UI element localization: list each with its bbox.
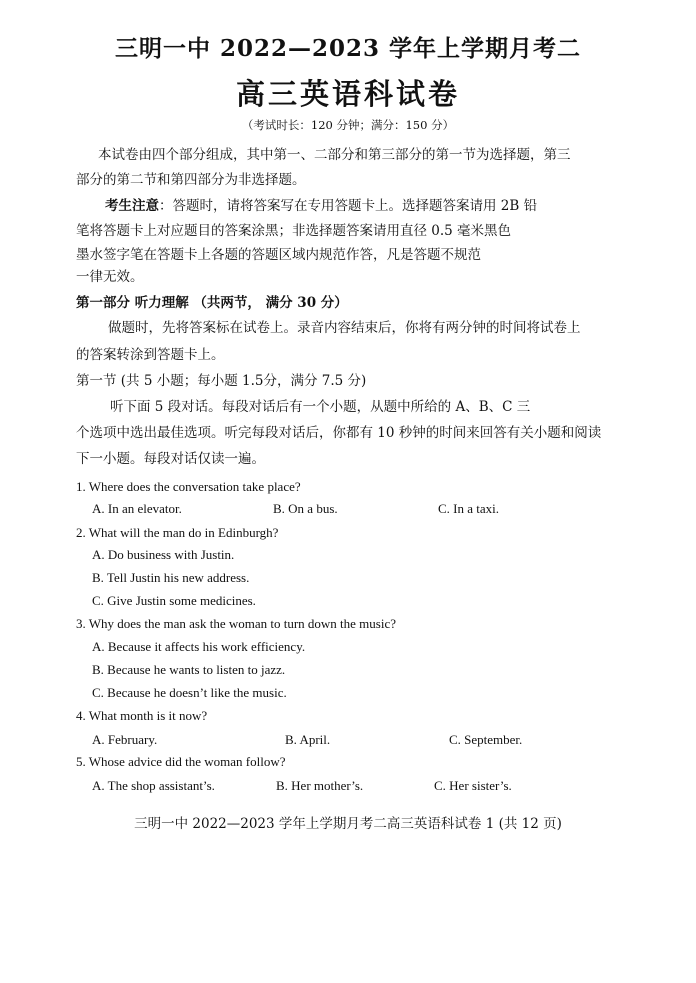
question-5-option-c: C. Her sister’s. [434, 778, 512, 793]
question-3-option-a: A. Because it affects his work efficiency. [92, 639, 306, 654]
question-4-option-c: C. September. [449, 732, 523, 747]
intro-line-2: 部分的第二节和第四部分为非选择题。 [76, 172, 306, 188]
question-2-option-c: C. Give Justin some medicines. [92, 593, 256, 608]
notice-text: ：答题时，请将答案写在专用答题卡上。选择题答案请用 2B 铅 [159, 198, 538, 214]
question-3-stem: 3. Why does the man ask the woman to turn down the music? [76, 616, 397, 631]
question-2-option-a: A. Do business with Justin. [92, 547, 235, 562]
question-5-stem: 5. Whose advice did the woman follow? [76, 754, 286, 769]
notice-line-4: 一律无效。 [76, 269, 144, 285]
question-3-option-c: C. Because he doesn’t like the music. [92, 685, 287, 700]
school-exam-title: 三明一中 2022—2023 学年上学期月考二 [114, 35, 582, 62]
question-2-option-b: B. Tell Justin his new address. [92, 570, 250, 585]
question-4-option-a: A. February. [92, 732, 158, 747]
section1-heading: 第一节 (共 5 小题；每小题 1.5分，满分 7.5 分) [76, 373, 367, 389]
question-4-stem: 4. What month is it now? [76, 708, 208, 723]
question-5-option-a: A. The shop assistant’s. [92, 778, 215, 793]
question-4-option-b: B. April. [285, 732, 331, 747]
question-5-option-b: B. Her mother’s. [276, 778, 364, 793]
exam-subject-title: 高三英语科试卷 [235, 77, 460, 111]
question-3-option-b: B. Because he wants to listen to jazz. [92, 662, 286, 677]
section1-instruction-3: 下一小题。每段对话仅读一遍。 [76, 451, 265, 467]
notice-line-1 [105, 197, 537, 215]
question-1-option-a: A. In an elevator. [92, 501, 182, 516]
question-1-option-c: C. In a taxi. [438, 501, 500, 516]
question-1-option-b: B. On a bus. [273, 501, 338, 516]
question-1-stem: 1. Where does the conversation take place? [76, 479, 301, 494]
section1-instruction-2: 个选项中选出最佳选项。听完每段对话后，你都有 10 秒钟的时间来回答有关小题和阅读 [76, 425, 602, 441]
part1-instruction-2: 的答案转涂到答题卡上。 [76, 347, 225, 363]
exam-duration-info: （考试时长：120 分钟；满分：150 分） [241, 118, 455, 132]
part1-instruction-1: 做题时，先将答案标在试卷上。录音内容结束后，你将有两分钟的时间将试卷上 [108, 320, 581, 336]
intro-line-1: 本试卷由四个部分组成，其中第一、二部分和第三部分的第一节为选择题，第三 [98, 147, 571, 163]
notice-line-2: 笔将答题卡上对应题目的答案涂黑；非选择题答案请用直径 0.5 毫米黑色 [76, 223, 512, 239]
section1-instruction-1: 听下面 5 段对话。每段对话后有一个小题，从题中所给的 A、B、C 三 [110, 399, 531, 415]
part1-heading: 第一部分 听力理解 （共两节， 满分 30 分） [76, 295, 348, 311]
page-footer: 三明一中 2022—2023 学年上学期月考二高三英语科试卷 1 (共 12 页) [134, 816, 562, 832]
notice-line-3: 墨水签字笔在答题卡上各题的答题区域内规范作答，凡是答题不规范 [76, 247, 481, 263]
question-2-stem: 2. What will the man do in Edinburgh? [76, 525, 279, 540]
notice-label: 考生注意 [105, 198, 159, 214]
